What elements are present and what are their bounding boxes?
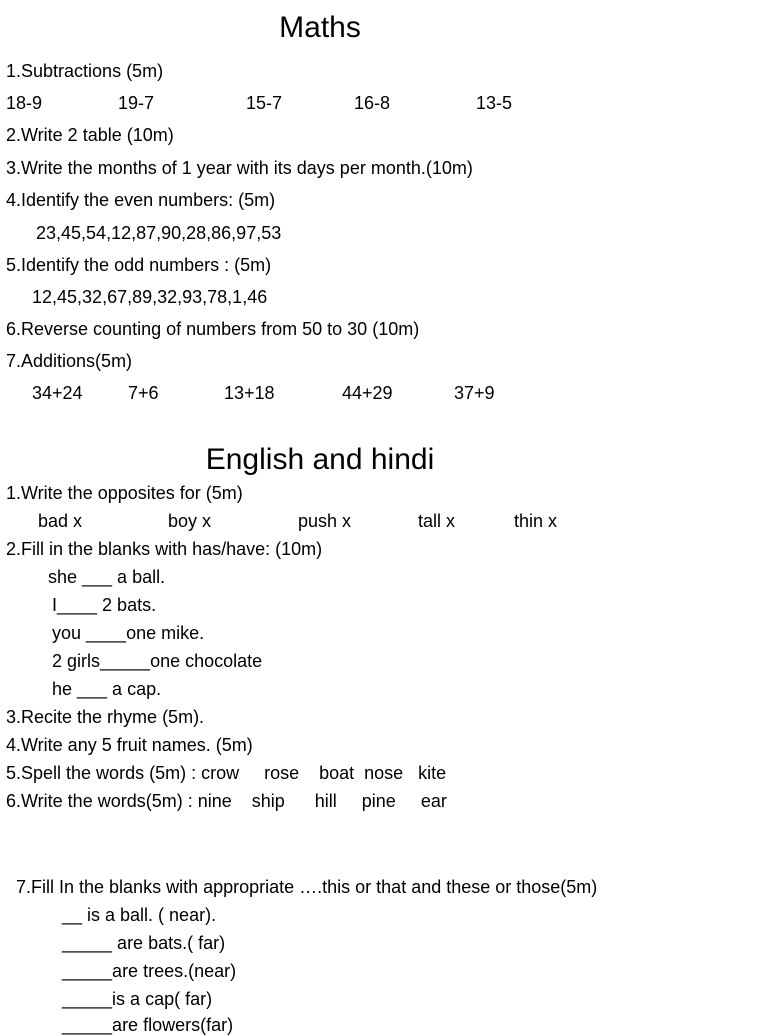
english-q2: 2.Fill in the blanks with has/have: (10m): [6, 539, 323, 559]
maths-q5-numbers: 12,45,32,67,89,32,93,78,1,46: [32, 287, 268, 307]
english-q7-item: _____are flowers(far): [62, 1015, 234, 1035]
english-q7-item: _____is a cap( far): [62, 989, 213, 1009]
english-q4: 4.Write any 5 fruit names. (5m): [6, 735, 253, 755]
english-q7: 7.Fill In the blanks with appropriate ….this or that and these or those(5m): [16, 877, 598, 897]
maths-q1: 1.Subtractions (5m): [6, 61, 164, 81]
english-q3: 3.Recite the rhyme (5m).: [6, 707, 205, 727]
maths-q7: 7.Additions(5m): [6, 351, 133, 371]
english-q1-item: boy x: [168, 511, 212, 531]
maths-q1-item: 18-9: [6, 93, 43, 113]
english-q1: 1.Write the opposites for (5m): [6, 483, 243, 503]
maths-q7-item: 7+6: [128, 383, 159, 403]
maths-q2: 2.Write 2 table (10m): [6, 125, 174, 145]
english-q7-item: _____ are bats.( far): [62, 933, 226, 953]
maths-q7-item: 37+9: [454, 383, 495, 403]
english-q1-item: thin x: [514, 511, 558, 531]
english-q1-item: push x: [298, 511, 352, 531]
english-q6: 6.Write the words(5m) : nine ship hill pine ear: [6, 791, 447, 811]
english-q7-item: __ is a ball. ( near).: [62, 905, 217, 925]
english-q2-item: she ___ a ball.: [48, 567, 166, 587]
english-q1-item: bad x: [38, 511, 83, 531]
maths-q5: 5.Identify the odd numbers : (5m): [6, 255, 272, 275]
maths-q1-item: 13-5: [476, 93, 513, 113]
english-q5: 5.Spell the words (5m) : crow rose boat nose kite: [6, 763, 447, 783]
english-q2-item: you ____one mike.: [52, 623, 205, 643]
maths-q7-item: 34+24: [32, 383, 83, 403]
english-q2-item: I____ 2 bats.: [52, 595, 157, 615]
english-q2-item: 2 girls_____one chocolate: [52, 651, 263, 671]
maths-q1-item: 16-8: [354, 93, 391, 113]
english-q7-item: _____are trees.(near): [62, 961, 237, 981]
maths-q1-item: 15-7: [246, 93, 283, 113]
english-q1-item: tall x: [418, 511, 456, 531]
maths-q4-numbers: 23,45,54,12,87,90,28,86,97,53: [36, 223, 282, 243]
maths-q3: 3.Write the months of 1 year with its days per month.(10m): [6, 158, 473, 178]
maths-q7-item: 44+29: [342, 383, 393, 403]
maths-title: Maths: [279, 11, 361, 44]
maths-q1-item: 19-7: [118, 93, 155, 113]
maths-q4: 4.Identify the even numbers: (5m): [6, 190, 276, 210]
english-title: English and hindi: [205, 443, 435, 476]
maths-q6: 6.Reverse counting of numbers from 50 to 30 (10m): [6, 319, 420, 339]
maths-q7-item: 13+18: [224, 383, 275, 403]
english-q2-item: he ___ a cap.: [52, 679, 162, 699]
